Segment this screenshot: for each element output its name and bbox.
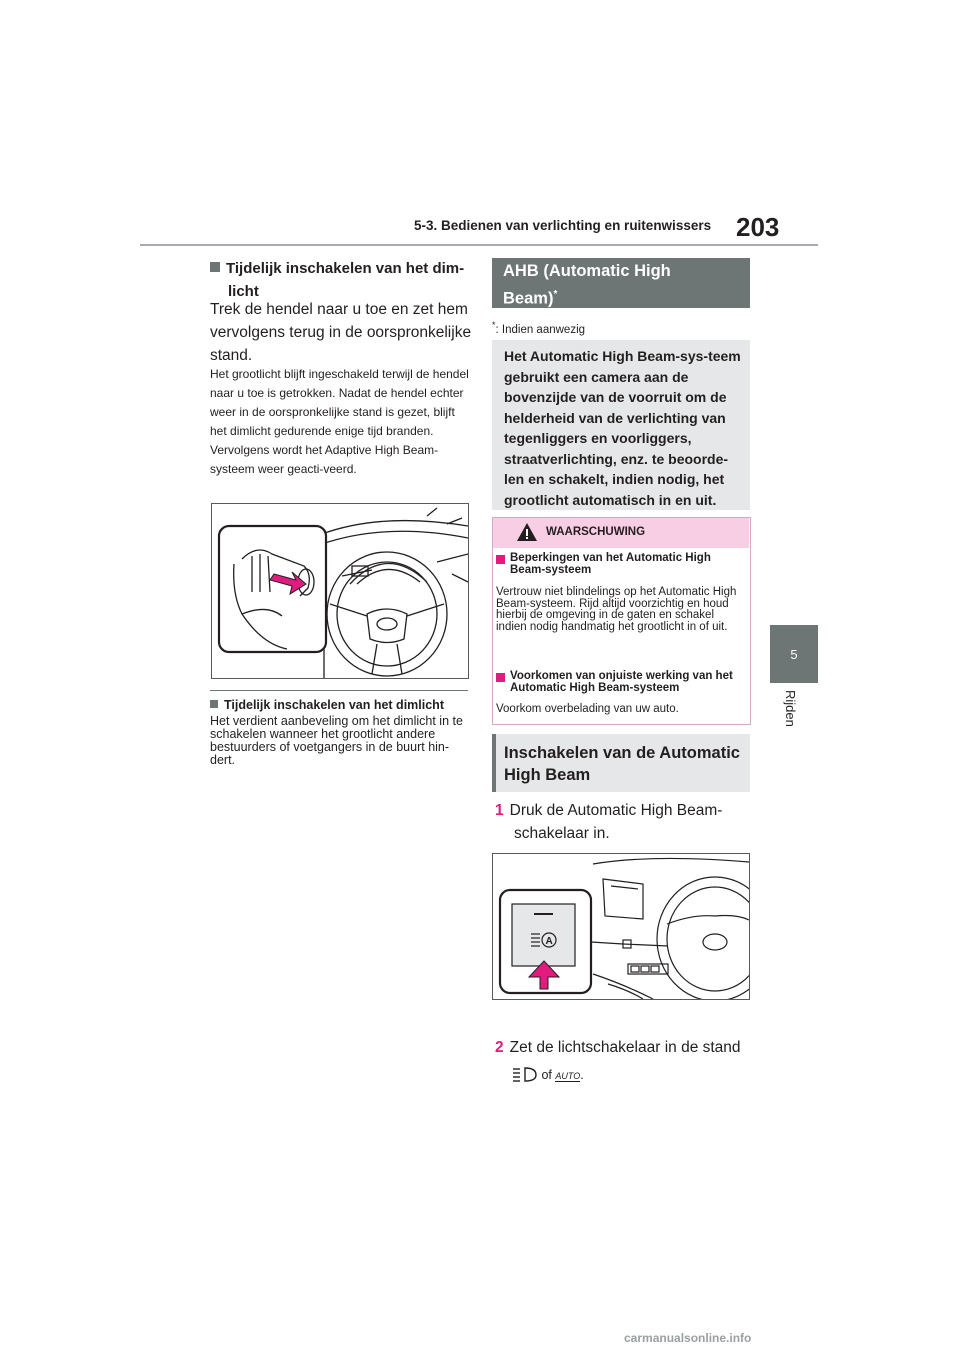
heading-temporary-low-beam: Tijdelijk inschakelen van het dim- licht xyxy=(210,257,472,303)
section-title: 5-3. Bedienen van verlichting en ruitenwissers xyxy=(414,218,712,233)
bullet-square-icon xyxy=(496,555,505,564)
step-2: 2 Zet de lichtschakelaar in de stand xyxy=(495,1039,741,1056)
warning-heading-limitations: Beperkingen van het Automatic High Beam-systeem xyxy=(496,553,744,576)
ahb-switch-illustration xyxy=(493,854,749,999)
section-enable-ahb: Inschakelen van de Automatic High Beam xyxy=(492,734,750,792)
steering-wheel-illustration xyxy=(212,504,468,678)
page-number: 203 xyxy=(736,212,780,242)
auto-light-glyph-icon: AUTO xyxy=(555,1071,581,1081)
footnote: *: Indien aanwezig xyxy=(492,320,586,336)
bullet-square-icon xyxy=(496,673,505,682)
high-beam-glyph-icon xyxy=(512,1066,538,1082)
intro-box xyxy=(492,340,750,510)
warning-heading-malfunction: Voorkomen van onjuiste werking van het Automatic High Beam-systeem xyxy=(496,671,744,694)
step-1: 1 Druk de Automatic High Beam- schakelaar in. xyxy=(495,802,723,842)
chapter-label: Rijden xyxy=(783,690,798,727)
warning-title: WAARSCHUWING xyxy=(546,526,646,538)
chapter-tab[interactable]: 5 xyxy=(770,625,818,683)
explanation-paragraph: Het grootlicht blijft ingeschakeld terwijl de hendel naar u toe is getrokken. Nadat de hendel echter weer in de oorspronkelijke stand is gezet, blijft het dimlicht gedurende enige tijd branden. Vervolgens wordt het Adaptive High Beam-systeem weer geacti-veerd. xyxy=(210,367,469,476)
header-rule xyxy=(140,244,818,246)
step-2-options: of AUTO. xyxy=(512,1066,584,1082)
warning-triangle-icon xyxy=(516,522,538,542)
warning-text-overload: Voorkom overbelading van uw auto. xyxy=(496,703,679,715)
svg-text:A: A xyxy=(545,936,553,947)
figure-lever-steering-wheel xyxy=(211,503,469,679)
instruction-paragraph: Trek de hendel naar u toe en zet hem vervolgens terug in de oorspronkelijke stand. xyxy=(210,301,472,364)
watermark: carmanualsonline.info xyxy=(624,1331,752,1345)
intro-text: Het Automatic High Beam-sys-teem gebruikt een camera aan de bovenzijde van de voorruit om de helderheid van de verlichting van tegenliggers en voorliggers, straatverlichting, enz. te beoorde-len en schakelt, indien nodig, het grootlicht automatisch in en uit. xyxy=(504,348,741,508)
note-paragraph: Het verdient aanbeveling om het dimlicht in te schakelen wanneer het grootlicht andere bestuurders of voetgangers in de buurt hin-dert. xyxy=(210,714,463,767)
divider xyxy=(210,690,468,691)
heading-temporary-low-beam-note: Tijdelijk inschakelen van het dimlicht xyxy=(210,697,472,713)
warning-text-limitations: Vertrouw niet blindelings op het Automatic High Beam-systeem. Rijd altijd voorzichtig en houd hierbij de omgeving in de gaten en schakel indien nodig handmatig het grootlicht in of uit. xyxy=(496,586,737,633)
ahb-section-banner: AHB (Automatic High Beam)* xyxy=(492,258,750,308)
figure-ahb-switch xyxy=(492,853,750,1000)
bullet-square-icon xyxy=(210,262,220,272)
bullet-square-icon xyxy=(210,700,218,708)
